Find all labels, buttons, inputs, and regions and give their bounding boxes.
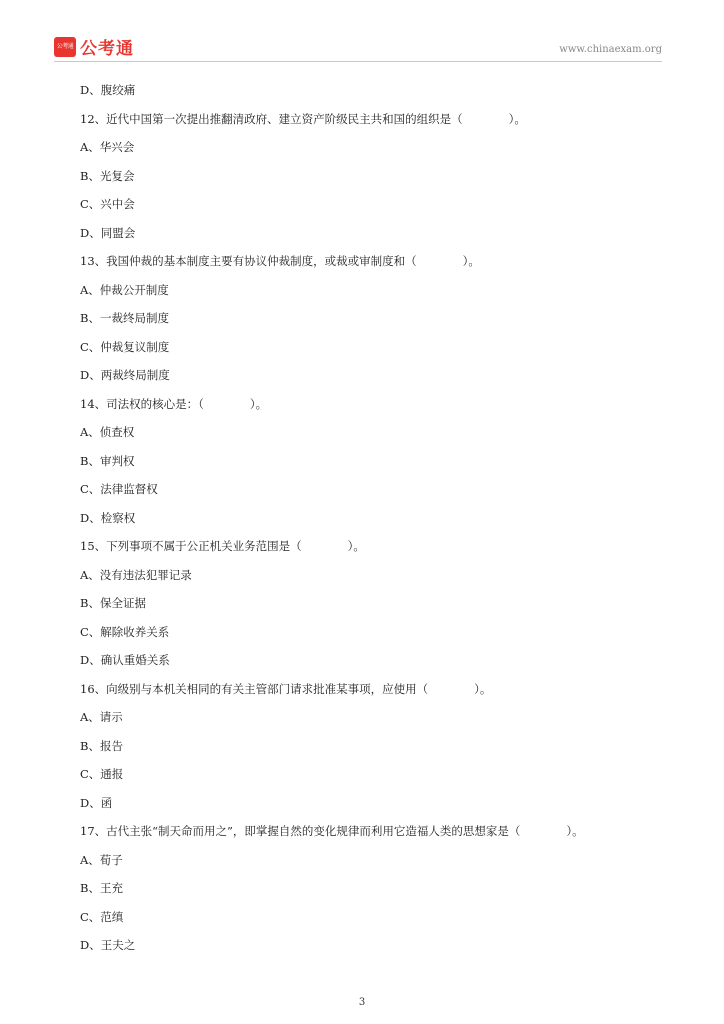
- answer-option: D、腹绞痛: [80, 83, 136, 97]
- question-text: 12、近代中国第一次提出推翻清政府、建立资产阶级民主共和国的组织是（ ）。: [80, 111, 526, 126]
- logo-badge-icon: 公考通: [54, 37, 76, 57]
- answer-option: C、仲裁复议制度: [80, 339, 170, 354]
- answer-option: A、华兴会: [80, 140, 135, 154]
- answer-option: D、王夫之: [80, 938, 136, 952]
- question-text: 17、古代主张“制天命而用之”，即掌握自然的变化规律而利用它造福人类的思想家是（ ）。: [80, 824, 584, 838]
- answer-option: A、荀子: [80, 852, 123, 867]
- answer-option: B、报告: [80, 738, 123, 753]
- answer-option: A、请示: [80, 710, 123, 724]
- answer-option: A、仲裁公开制度: [80, 282, 169, 297]
- answer-option: C、解除收养关系: [80, 624, 170, 639]
- answer-option: B、审判权: [80, 453, 135, 468]
- answer-option: C、范缜: [80, 909, 124, 924]
- answer-option: D、确认重婚关系: [80, 653, 170, 667]
- answer-option: A、侦查权: [80, 425, 135, 439]
- answer-option: D、两裁终局制度: [80, 368, 170, 382]
- question-text: 13、我国仲裁的基本制度主要有协议仲裁制度，或裁或审制度和（ ）。: [80, 254, 480, 268]
- question-text: 15、下列事项不属于公正机关业务范围是（ ）。: [80, 539, 365, 553]
- answer-option: D、同盟会: [80, 225, 136, 240]
- answer-option: D、函: [80, 795, 113, 810]
- site-url[interactable]: www.chinaexam.org: [559, 44, 662, 55]
- answer-option: A、没有违法犯罪记录: [80, 567, 192, 582]
- answer-option: B、一裁终局制度: [80, 311, 169, 325]
- answer-option: C、法律监督权: [80, 482, 158, 496]
- answer-option: D、检察权: [80, 510, 136, 525]
- question-text: 14、司法权的核心是：（ ）。: [80, 396, 268, 411]
- logo-text: 公考通: [80, 39, 134, 59]
- answer-option: C、兴中会: [80, 197, 135, 211]
- answer-option: C、通报: [80, 767, 124, 781]
- page-header: [54, 34, 662, 60]
- answer-option: B、光复会: [80, 168, 135, 183]
- header-divider: [54, 61, 662, 62]
- site-logo[interactable]: [54, 34, 134, 59]
- answer-option: B、保全证据: [80, 596, 146, 610]
- question-list: [80, 76, 680, 960]
- page-number: 3: [358, 997, 366, 1008]
- answer-option: B、王充: [80, 881, 123, 895]
- question-text: 16、向级别与本机关相同的有关主管部门请求批准某事项，应使用（ ）。: [80, 681, 492, 696]
